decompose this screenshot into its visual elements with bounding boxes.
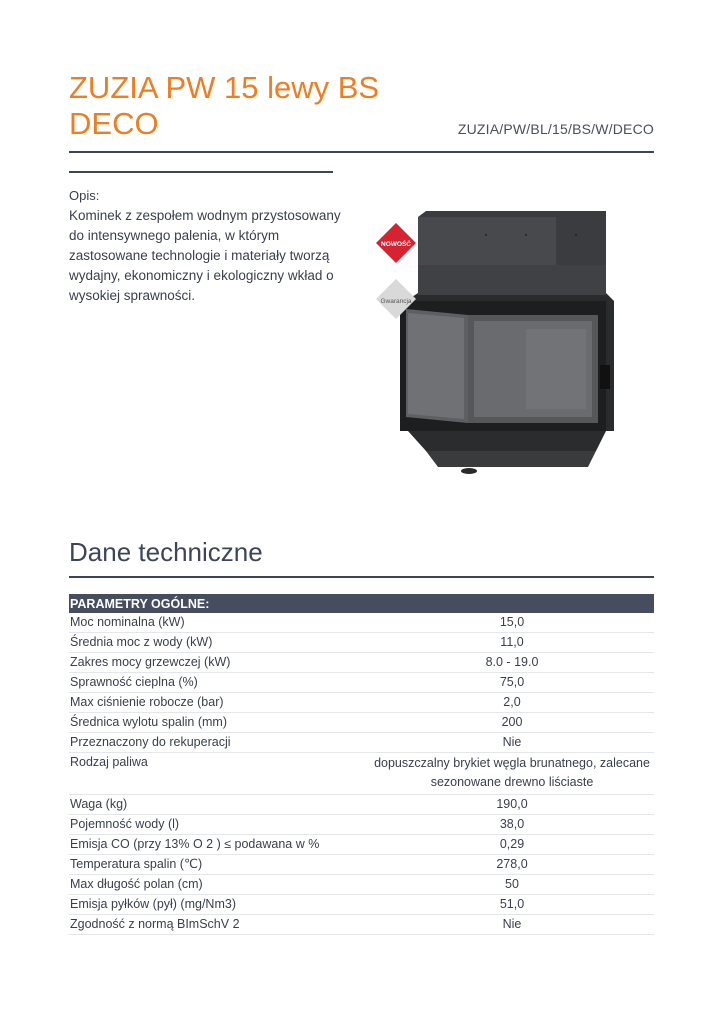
param-value: Nie — [370, 733, 654, 753]
parameters-table — [69, 594, 654, 935]
table-row — [69, 653, 654, 673]
product-code: ZUZIA/PW/BL/15/BS/W/DECO — [457, 121, 654, 137]
param-value: 278,0 — [370, 855, 654, 875]
table-row — [69, 633, 654, 653]
table-header: PARAMETRY OGÓLNE: — [69, 594, 654, 613]
product-title: ZUZIA PW 15 lewy BS DECO — [69, 70, 380, 141]
param-label: Max ciśnienie robocze (bar) — [69, 693, 370, 713]
table-row — [69, 895, 654, 915]
param-label: Pojemność wody (l) — [69, 815, 370, 835]
param-label: Emisja pyłków (pył) (mg/Nm3) — [69, 895, 370, 915]
param-label: Zgodność z normą BImSchV 2 — [69, 915, 370, 935]
table-row — [69, 815, 654, 835]
param-value: 15,0 — [370, 613, 654, 633]
table-row — [69, 875, 654, 895]
param-value: 190,0 — [370, 795, 654, 815]
table-row — [69, 753, 654, 795]
table-row — [69, 855, 654, 875]
table-row — [69, 673, 654, 693]
param-label: Sprawność cieplna (%) — [69, 673, 370, 693]
table-row — [69, 733, 654, 753]
table-row — [69, 795, 654, 815]
section-divider — [69, 576, 654, 578]
param-label: Zakres mocy grzewczej (kW) — [69, 653, 370, 673]
param-label: Średnia moc z wody (kW) — [69, 633, 370, 653]
table-row — [69, 613, 654, 633]
param-label: Temperatura spalin (℃) — [69, 855, 370, 875]
param-value: 75,0 — [370, 673, 654, 693]
param-label: Moc nominalna (kW) — [69, 613, 370, 633]
param-label: Rodzaj paliwa — [69, 753, 370, 795]
param-label: Max długość polan (cm) — [69, 875, 370, 895]
param-value: dopuszczalny brykiet węgla brunatnego, zalecane sezonowane drewno liściaste — [370, 753, 654, 795]
table-row — [69, 693, 654, 713]
param-value: 2,0 — [370, 693, 654, 713]
product-image — [366, 205, 622, 495]
param-value: 0,29 — [370, 835, 654, 855]
header-divider — [69, 151, 654, 153]
param-value: 50 — [370, 875, 654, 895]
param-value: 38,0 — [370, 815, 654, 835]
param-value: 51,0 — [370, 895, 654, 915]
new-badge — [376, 223, 416, 263]
description-label: Opis: — [69, 188, 100, 203]
param-label: Przeznaczony do rekuperacji — [69, 733, 370, 753]
param-label: Emisja CO (przy 13% O 2 ) ≤ podawana w % — [69, 835, 370, 855]
param-label: Średnica wylotu spalin (mm) — [69, 713, 370, 733]
param-value: 200 — [370, 713, 654, 733]
table-row — [69, 835, 654, 855]
param-value: 11,0 — [370, 633, 654, 653]
param-value: Nie — [370, 915, 654, 935]
new-badge-label: NOWOŚĆ — [381, 241, 411, 248]
description-divider — [69, 171, 333, 173]
table-row — [69, 915, 654, 935]
warranty-badge-label: Gwarancja — [380, 298, 412, 305]
param-value: 8.0 - 19.0 — [370, 653, 654, 673]
description-text: Kominek z zespołem wodnym przystosowany do intensywnego palenia, w którym zastosowane technologie i materiały tworzą wydajny, ekonomiczny i ekologiczny wkład o wysokiej sprawności. — [69, 208, 341, 303]
table-row — [69, 713, 654, 733]
param-label: Waga (kg) — [69, 795, 370, 815]
section-title: Dane techniczne — [69, 537, 263, 567]
